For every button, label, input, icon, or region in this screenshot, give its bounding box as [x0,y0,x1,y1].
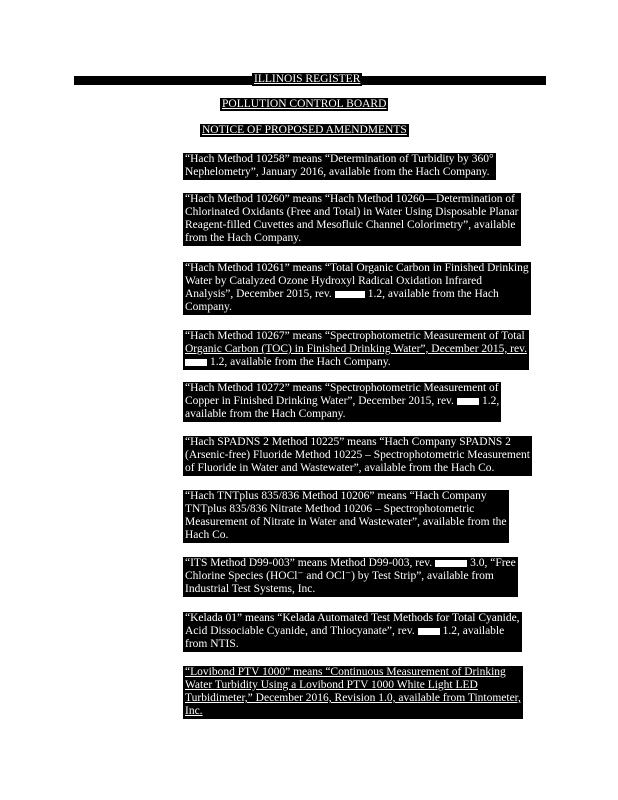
entry-line-part: 3.0, “Free [470,557,516,569]
entry-line: Inc. [185,705,203,717]
entry-line: from the Hach Company. [185,232,302,244]
entry-line [185,356,527,369]
definition-hach-10260 [183,193,521,246]
definition-hach-tntplus [183,490,509,543]
entry-line-part: 1.2, available from the Hach [367,288,499,300]
definition-hach-10267 [183,330,529,370]
redaction-mark [418,628,440,635]
entry-line: Hach Co. [185,529,229,541]
entry-line: from NTIS. [185,638,239,650]
definition-hach-spadns-2 [183,436,532,476]
entry-line: Water Turbidity Using a Lovibond PTV 1000 White Light LED [185,679,478,691]
entry-line-part: 1.2, available [442,625,505,637]
entry-line-part: 1.2, available from the Hach Company. [210,356,391,368]
entry-line: “Hach Method 10258” means “Determination of Turbidity by 360° [185,153,494,165]
notice-title: NOTICE OF PROPOSED AMENDMENTS [202,124,407,136]
definition-kelada-01 [183,612,522,652]
redaction-mark [457,398,479,405]
register-title: ILLINOIS REGISTER [254,73,361,85]
entry-line-part: “ITS Method D99-003” means Method D99-003, rev. [185,557,433,569]
entry-line: Chlorinated Oxidants (Free and Total) in Water Using Disposable Planar [185,206,519,218]
definition-hach-10258 [183,153,496,180]
entry-line: “Hach SPADNS 2 Method 10225” means “Hach Company SPADNS 2 [185,436,511,448]
entry-line: of Fluoride in Water and Wastewater”, available from the Hach Co. [185,462,495,474]
entry-line: “Hach Method 10260” means “Hach Method 10260—Determination of [185,193,515,205]
entry-line: “Hach Method 10267” means “Spectrophotometric Measurement of Total [185,330,525,342]
entry-line-part: 1.2, [481,395,500,407]
entry-line: “Lovibond PTV 1000” means “Continuous Measurement of Drinking [185,666,506,678]
definition-its-d99-003 [183,557,518,597]
entry-line: Chlorine Species (HOCl⁻ and OCl⁻) by Test Strip”, available from [185,570,494,582]
entry-line: “Hach TNTplus 835/836 Method 10206” means “Hach Company [185,490,487,502]
entry-line [185,625,520,638]
entry-line-part: Acid Dissociable Cyanide, and Thiocyanate”, rev. [185,625,415,637]
entry-line: “Kelada 01” means “Kelada Automated Test Methods for Total Cyanide, [185,612,520,624]
entry-line: Company. [185,301,232,313]
redaction-mark [435,560,467,567]
entry-line-part: Copper in Finished Drinking Water”, December 2015, rev. [185,395,454,407]
entry-line: Industrial Test Systems, Inc. [185,583,316,595]
entry-line: (Arsenic-free) Fluoride Method 10225 – Spectrophotometric Measurement [185,449,530,461]
entry-line [185,288,529,301]
entry-line [185,395,499,408]
entry-line: Measurement of Nitrate in Water and Wastewater”, available from the [185,516,507,528]
entry-line: Organic Carbon (TOC) in Finished Drinking Water”, December 2015, rev. [185,343,527,355]
entry-line: Water by Catalyzed Ozone Hydroxyl Radical Oxidation Infrared [185,275,483,287]
entry-line: Nephelometry”, January 2016, available from the Hach Company. [185,166,490,178]
entry-line [185,557,516,570]
definition-lovibond-ptv-1000 [183,666,523,719]
redaction-mark [185,359,207,366]
board-title: POLLUTION CONTROL BOARD [222,98,387,110]
entry-line: available from the Hach Company. [185,408,346,420]
entry-line: Turbidimeter,” December 2016, Revision 1.0, available from Tintometer, [185,692,521,704]
definition-hach-10272 [183,382,501,422]
entry-line: “Hach Method 10261” means “Total Organic Carbon in Finished Drinking [185,262,529,274]
entry-line: Reagent-filled Cuvettes and Mesofluic Channel Colorimetry”, available [185,219,516,231]
definition-hach-10261 [183,262,531,315]
entry-line: “Hach Method 10272” means “Spectrophotometric Measurement of [185,382,499,394]
redaction-mark [335,291,365,298]
entry-line: TNTplus 835/836 Nitrate Method 10206 – Spectrophotometric [185,503,475,515]
entry-line-part: Analysis”, December 2015, rev. [185,288,332,300]
